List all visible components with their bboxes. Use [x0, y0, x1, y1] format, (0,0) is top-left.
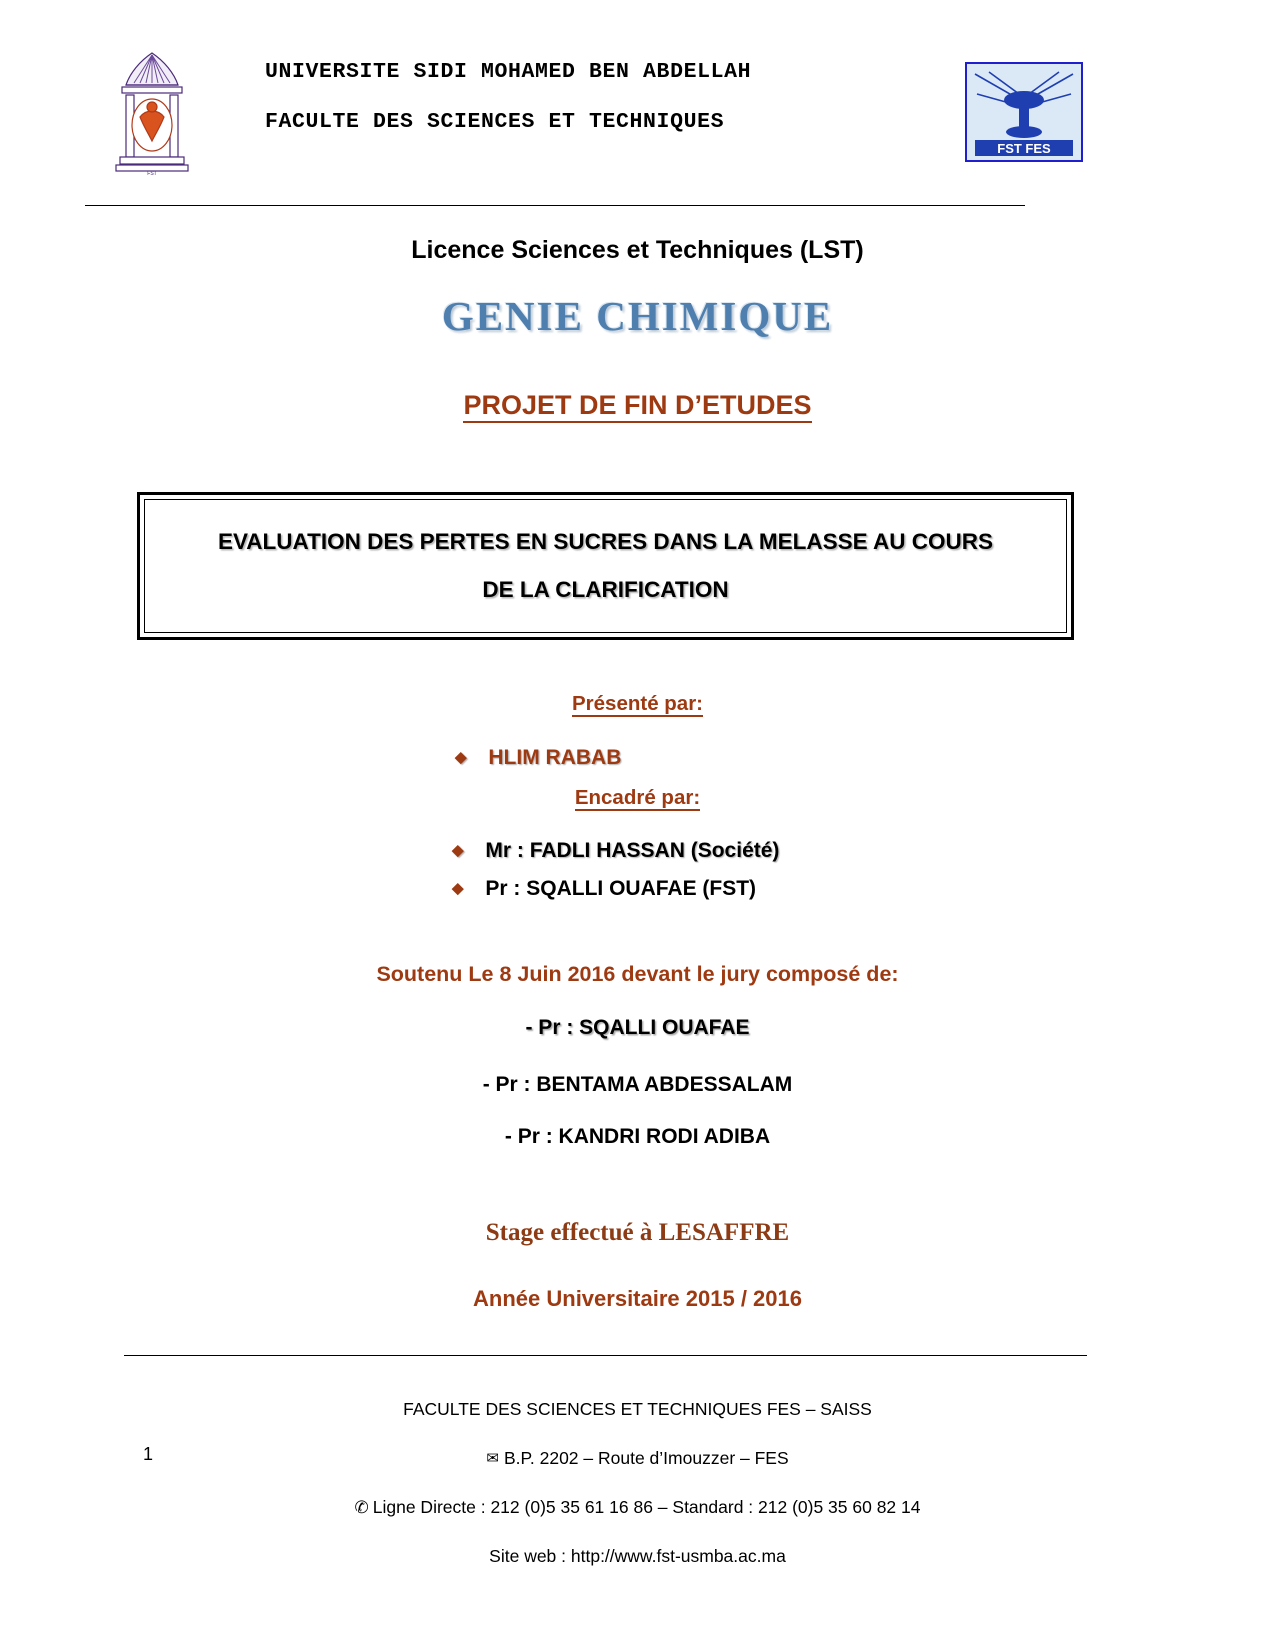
- header-faculty-line: FACULTE DES SCIENCES ET TECHNIQUES: [265, 110, 725, 134]
- header-divider: [85, 205, 1025, 206]
- program-title: GENIE CHIMIQUE: [441, 293, 834, 339]
- project-title-line-1: EVALUATION DES PERTES EN SUCRES DANS LA MELASSE AU COURS: [217, 529, 994, 554]
- jury-heading: Soutenu Le 8 Juin 2016 devant le jury composé de:: [376, 962, 899, 986]
- diamond-bullet-icon: ◆: [452, 842, 464, 859]
- svg-text:FST: FST: [147, 171, 157, 177]
- jury-member-1: - Pr : SQALLI OUAFAE: [525, 1016, 750, 1039]
- mail-icon: ✉: [486, 1450, 499, 1467]
- document-type-title: [0, 390, 1275, 421]
- jury-member-3: - Pr : KANDRI RODI ADIBA: [504, 1125, 771, 1148]
- project-title-line-2: DE LA CLARIFICATION: [482, 577, 729, 602]
- academic-year: Année Universitaire 2015 / 2016: [473, 1286, 802, 1311]
- supervisor-company: Mr : FADLI HASSAN (Société): [485, 839, 780, 862]
- footer-phone-line: [0, 1483, 1275, 1532]
- supervised-by-label: [0, 786, 1275, 810]
- project-title-box-inner: [144, 499, 1067, 633]
- internship-place: Stage effectué à LESAFFRE: [485, 1219, 790, 1246]
- diamond-bullet-icon: ◆: [455, 749, 467, 766]
- telephone-icon: ✆: [354, 1498, 369, 1517]
- project-title-box: [137, 492, 1074, 640]
- footer-website: Site web : http://www.fst-usmba.ac.ma: [489, 1546, 786, 1566]
- jury-member-2: - Pr : BENTAMA ABDESSALAM: [482, 1073, 793, 1096]
- footer-address-line: [0, 1434, 1275, 1483]
- footer-divider: [124, 1355, 1087, 1356]
- footer-phones: Ligne Directe : 212 (0)5 35 61 16 86 – Standard : 212 (0)5 35 60 82 14: [372, 1497, 921, 1517]
- footer-address: B.P. 2202 – Route d’Imouzzer – FES: [503, 1448, 789, 1468]
- supervisor-school-item: [452, 877, 756, 901]
- student-name: HLIM RABAB: [488, 746, 622, 769]
- presented-by-text: Présenté par:: [571, 692, 704, 715]
- presented-by-label: [0, 692, 1275, 716]
- fst-fes-logo-icon: [965, 62, 1083, 162]
- usmba-university-seal-icon: [100, 47, 205, 177]
- footer-institution: FACULTE DES SCIENCES ET TECHNIQUES FES – SAISS: [403, 1399, 872, 1419]
- degree-line: Licence Sciences et Techniques (LST): [411, 236, 864, 264]
- fst-fes-logo-text: FST FES: [997, 141, 1051, 156]
- diamond-bullet-icon: ◆: [452, 880, 464, 897]
- document-header: [85, 42, 1190, 177]
- supervisor-school: Pr : SQALLI OUAFAE (FST): [485, 877, 757, 900]
- header-institution-text: [265, 60, 965, 134]
- supervised-by-text: Encadré par:: [574, 786, 701, 809]
- student-name-item: [455, 746, 621, 770]
- project-title: [200, 518, 1011, 614]
- page-number: 1: [143, 1444, 154, 1464]
- supervisor-company-item: [452, 839, 779, 863]
- document-footer: [0, 1385, 1275, 1581]
- document-type-text: PROJET DE FIN D’ETUDES: [463, 390, 811, 423]
- header-university-line: UNIVERSITE SIDI MOHAMED BEN ABDELLAH: [265, 60, 752, 84]
